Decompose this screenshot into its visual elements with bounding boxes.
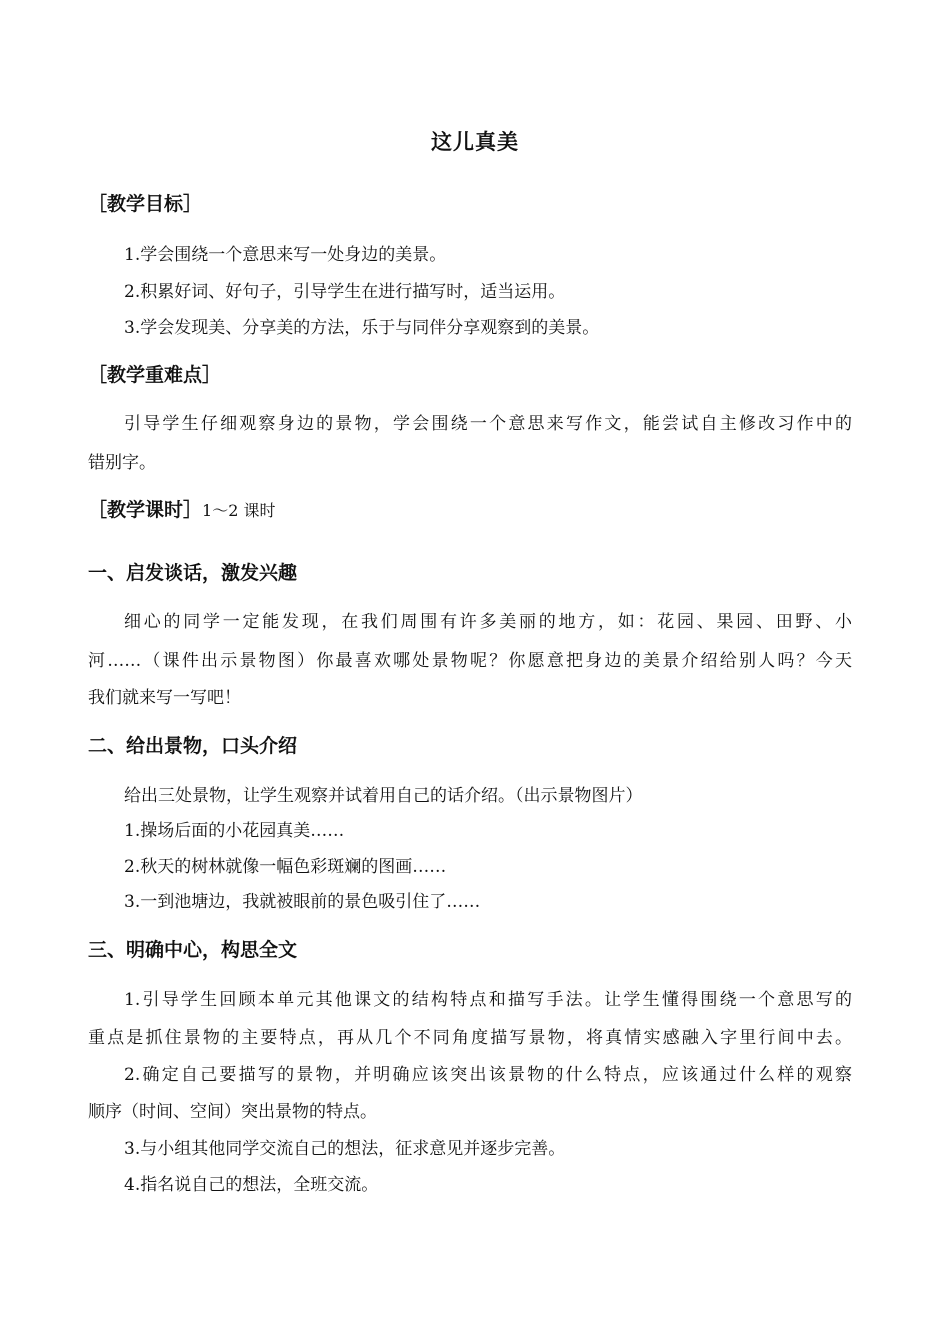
section1-line: 我们就来写一写吧！ bbox=[88, 688, 241, 708]
section3-line: 3.与小组其他同学交流自己的想法，征求意见并逐步完善。 bbox=[124, 1139, 566, 1159]
section2-item: 2.秋天的树林就像一幅色彩斑斓的图画…… bbox=[124, 857, 447, 877]
page-title: 这儿真美 bbox=[431, 130, 519, 154]
objective-item: 1.学会围绕一个意思来写一处身边的美景。 bbox=[124, 245, 447, 265]
hours-heading: ［教学课时］1～2 课时 bbox=[88, 499, 276, 521]
section2-intro: 给出三处景物，让学生观察并试着用自己的话介绍。（出示景物图片） bbox=[124, 786, 643, 806]
section1-line: 河……（课件出示景物图）你最喜欢哪处景物呢？你愿意把身边的美景介绍给别人吗？今天 bbox=[88, 651, 852, 671]
section3-heading: 三、明确中心，构思全文 bbox=[88, 939, 298, 961]
hours-value: 1～2 课时 bbox=[202, 501, 276, 520]
key-points-heading: ［教学重难点］ bbox=[88, 364, 222, 386]
section2-item: 1.操场后面的小花园真美…… bbox=[124, 821, 345, 841]
section2-item: 3.一到池塘边，我就被眼前的景色吸引住了…… bbox=[124, 892, 481, 912]
section3-line: 2.确定自己要描写的景物，并明确应该突出该景物的什么特点，应该通过什么样的观察 bbox=[124, 1065, 852, 1085]
objective-item: 3.学会发现美、分享美的方法，乐于与同伴分享观察到的美景。 bbox=[124, 318, 600, 338]
section3-line: 1.引导学生回顾本单元其他课文的结构特点和描写手法。让学生懂得围绕一个意思写的 bbox=[124, 990, 852, 1010]
objectives-heading: ［教学目标］ bbox=[88, 193, 203, 215]
key-points-line: 错别字。 bbox=[88, 453, 156, 473]
section1-heading: 一、启发谈话，激发兴趣 bbox=[88, 562, 298, 584]
section2-heading: 二、给出景物，口头介绍 bbox=[88, 735, 298, 757]
key-points-line: 引导学生仔细观察身边的景物，学会围绕一个意思来写作文，能尝试自主修改习作中的 bbox=[124, 414, 852, 434]
section3-line: 重点是抓住景物的主要特点，再从几个不同角度描写景物，将真情实感融入字里行间中去。 bbox=[88, 1028, 852, 1048]
section3-line: 4.指名说自己的想法，全班交流。 bbox=[124, 1175, 379, 1195]
section1-line: 细心的同学一定能发现，在我们周围有许多美丽的地方，如：花园、果园、田野、小 bbox=[124, 612, 852, 632]
objective-item: 2.积累好词、好句子，引导学生在进行描写时，适当运用。 bbox=[124, 282, 566, 302]
section3-line: 顺序（时间、空间）突出景物的特点。 bbox=[88, 1102, 377, 1122]
